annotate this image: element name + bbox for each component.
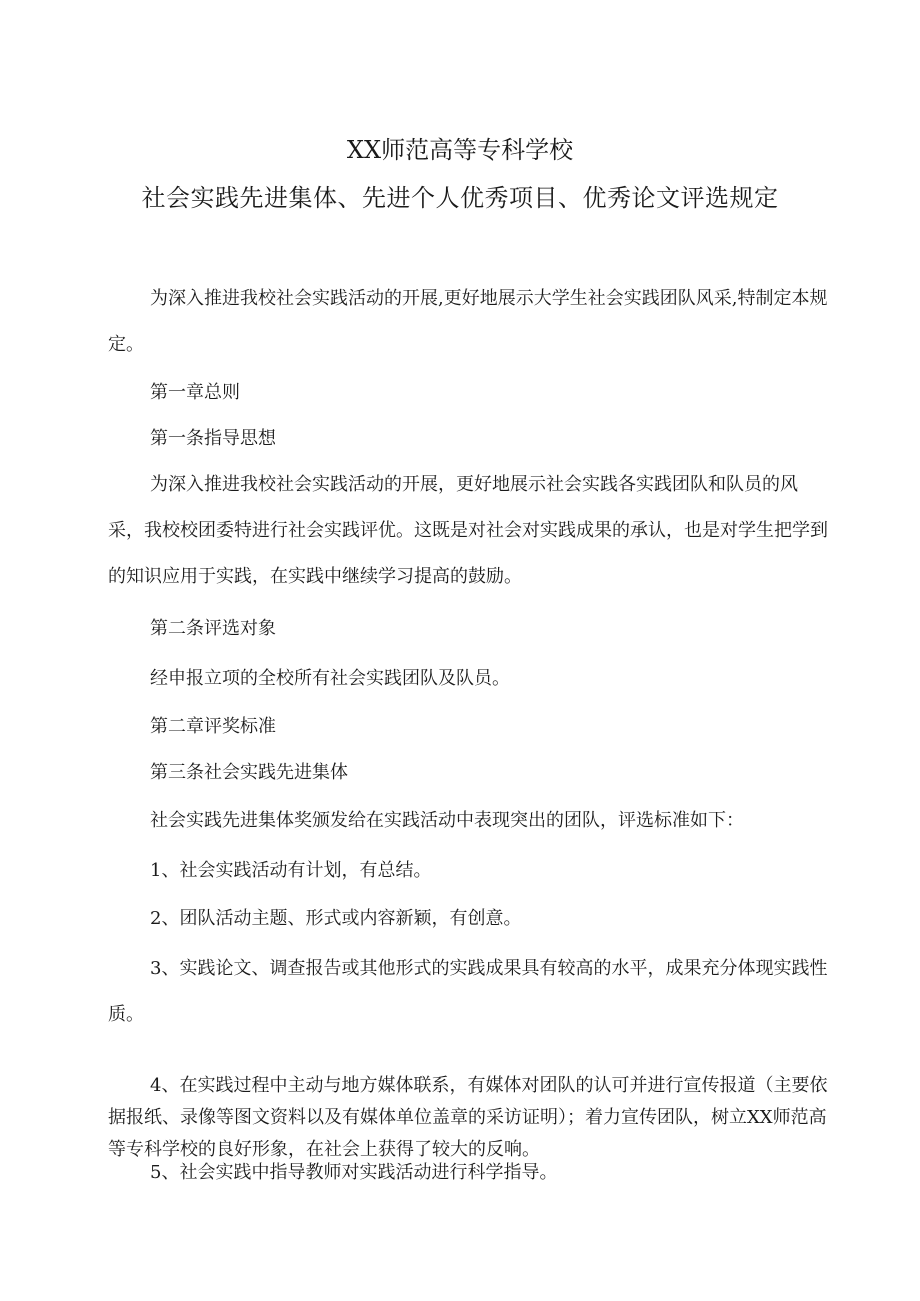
chapter-heading-1: 第一章总则: [150, 382, 240, 403]
paragraph-guiding-idea: 为深入推进我校社会实践活动的开展，更好地展示社会实践各实践团队和队员的风采，我校校团委特进行社会实践评优。这既是对社会对实践成果的承认，也是对学生把学到的知识应用于实践，在实践中继续学习提高的鼓励。: [108, 474, 828, 587]
document-title: XX师范高等专科学校: [346, 136, 574, 164]
paragraph-intro: 为深入推进我校社会实践活动的开展,更好地展示大学生社会实践团队风采,特制定本规定。: [108, 288, 828, 355]
paragraph-collective-criteria: 社会实践先进集体奖颁发给在实践活动中表现突出的团队，评选标准如下：: [150, 810, 744, 831]
criterion-4: 4、在实践过程中主动与地方媒体联系，有媒体对团队的认可并进行宣传报道（主要依据报纸、录像等图文资料以及有媒体单位盖章的采访证明）；着力宣传团队，树立XX师范高等专科学校的良好形象，在社会上获得了较大的反响。: [108, 1075, 828, 1160]
article-heading-1: 第一条指导思想: [150, 428, 276, 449]
criterion-5: 5、社会实践中指导教师对实践活动进行科学指导。: [150, 1162, 558, 1183]
article-heading-3: 第三条社会实践先进集体: [150, 762, 348, 783]
paragraph-eligibility: 经申报立项的全校所有社会实践团队及队员。: [150, 668, 510, 689]
article-heading-2: 第二条评选对象: [150, 618, 276, 639]
chapter-heading-2: 第二章评奖标准: [150, 716, 276, 737]
criterion-1: 1、社会实践活动有计划，有总结。: [150, 860, 432, 881]
criterion-3: 3、实践论文、调查报告或其他形式的实践成果具有较高的水平，成果充分体现实践性质。: [108, 958, 828, 1025]
document-subtitle: 社会实践先进集体、先进个人优秀项目、优秀论文评选规定: [141, 184, 779, 212]
criterion-2: 2、团队活动主题、形式或内容新颖，有创意。: [150, 908, 522, 929]
